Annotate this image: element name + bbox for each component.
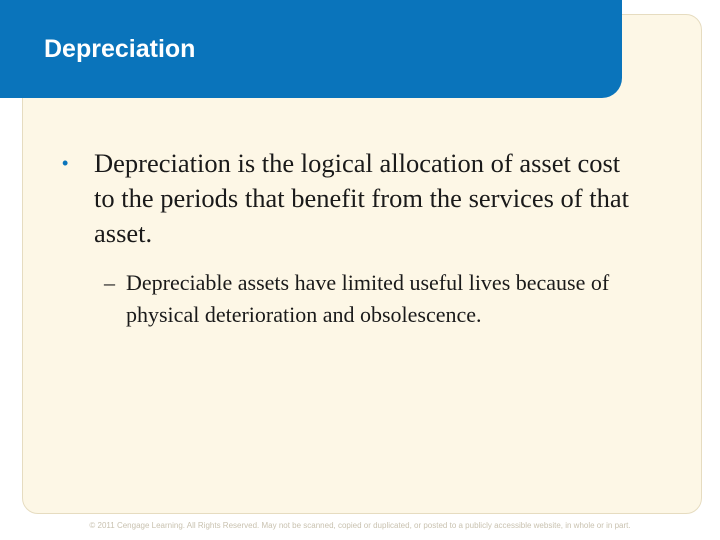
title-banner [0,0,622,98]
sub-bullet [104,267,624,331]
bullet-marker: • [62,153,69,173]
sub-bullet-text: Depreciable assets have limited useful lives because of physical deterioration and obsolescence. [126,270,610,327]
main-bullet [62,146,632,251]
dash-marker: – [104,270,115,295]
slide-title: Depreciation [44,35,196,63]
copyright-footer: © 2011 Cengage Learning. All Rights Reserved. May not be scanned, copied or duplicated, or posted to a publicly accessible website, in whole or in part. [89,521,631,530]
main-bullet-text: Depreciation is the logical allocation of asset cost to the periods that benefit from the services of that asset. [94,148,629,248]
